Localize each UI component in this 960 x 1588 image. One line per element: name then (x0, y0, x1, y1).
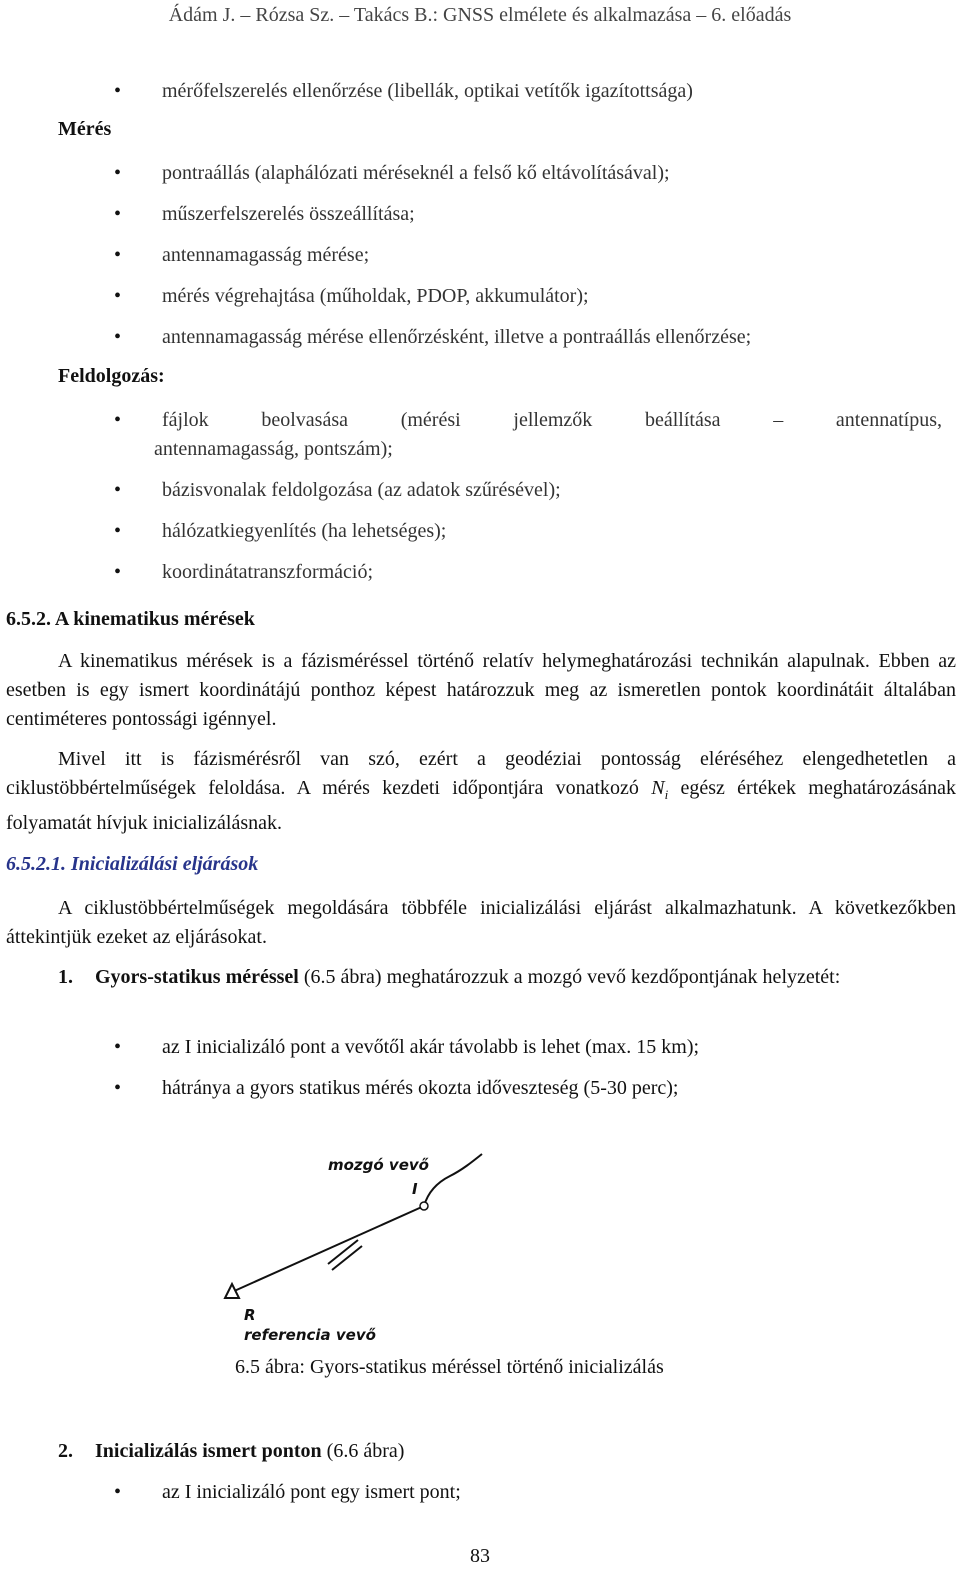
page-number: 83 (470, 1545, 490, 1567)
bullet-icon: • (114, 561, 122, 583)
rover-trajectory (424, 1154, 482, 1206)
subsection-heading: 6.5.2.1. Inicializálási eljárások (6, 853, 259, 875)
numbered-item-text: (6.6 ábra) (321, 1440, 405, 1462)
figure-initialization-diagram (210, 1148, 550, 1348)
symbol-subscript: i (664, 787, 669, 802)
list-item-text: pontraállás (alaphálózati méréseknél a felső kő eltávolításával); (162, 162, 670, 184)
bullet-icon: • (114, 326, 122, 348)
list-item-text: mérés végrehajtása (műholdak, PDOP, akkumulátor); (162, 285, 589, 307)
paragraph-text: A ciklustöbbértelműségek megoldására többféle inicializálási eljárást alkalmazhatunk. A következőkben áttekintjük ezeket az eljárásokat. (6, 897, 956, 948)
symbol-n: N (651, 777, 665, 799)
page-header: Ádám J. – Rózsa Sz. – Takács B.: GNSS elmélete és alkalmazása – 6. előadás (168, 4, 792, 26)
numbered-item-number: 2. (58, 1440, 73, 1462)
list-item-text: fájlok beolvasása (mérési jellemzők beállítása – antennatípus, (162, 409, 942, 431)
numbered-item-title: Inicializálás ismert ponton (95, 1440, 322, 1462)
label-r: R (244, 1306, 256, 1324)
numbered-item-number: 1. (58, 966, 73, 988)
paragraph-text: egész értékek meghatározásának folyamatát hívjuk inicializálásnak. (6, 777, 956, 834)
bullet-icon: • (114, 1036, 122, 1058)
baseline-line (232, 1206, 424, 1292)
bullet-icon: • (114, 1481, 122, 1503)
bullet-icon: • (114, 162, 122, 184)
measurement-label: Mérés (58, 118, 112, 140)
numbered-item (95, 1437, 404, 1466)
bullet-icon: • (114, 409, 122, 431)
point-i-icon (420, 1202, 428, 1210)
list-item-text: hátránya a gyors statikus mérés okozta időveszteség (5-30 perc); (162, 1077, 679, 1099)
bullet-icon: • (114, 1077, 122, 1099)
label-reference: referencia vevő (244, 1326, 376, 1344)
section-heading: 6.5.2. A kinematikus mérések (6, 608, 255, 630)
list-item-text: koordinátatranszformáció; (162, 561, 374, 583)
list-item-text: az I inicializáló pont egy ismert pont; (162, 1481, 461, 1503)
numbered-item (95, 963, 945, 992)
paragraph (6, 745, 956, 838)
reference-triangle-icon (225, 1284, 239, 1298)
list-item-text: antennamagasság mérése; (162, 244, 370, 266)
label-i: I (412, 1180, 418, 1198)
list-item-continuation: antennamagasság, pontszám); (154, 438, 393, 460)
list-item-text: mérőfelszerelés ellenőrzése (libellák, optikai vetítők igazítottsága) (162, 80, 693, 102)
list-item-text: az I inicializáló pont a vevőtől akár távolabb is lehet (max. 15 km); (162, 1036, 700, 1058)
paragraph (6, 647, 956, 734)
list-item-text: műszerfelszerelés összeállítása; (162, 203, 415, 225)
bullet-icon: • (114, 244, 122, 266)
bullet-icon: • (114, 285, 122, 307)
paragraph (6, 894, 956, 952)
label-rover: mozgó vevő (328, 1156, 429, 1174)
list-item-text: antennamagasság mérése ellenőrzésként, illetve a pontraállás ellenőrzése; (162, 326, 752, 348)
processing-label: Feldolgozás: (58, 365, 165, 387)
paragraph-text: Mivel itt is fázismérésről van szó, ezért a geodéziai pontosság eléréséhez elengedhetetlen a ciklustöbbértelműségek feloldása. A mérés kezdeti időpontjára vonatkozó (6, 748, 956, 799)
numbered-item-text: (6.5 ábra) meghatározzuk a mozgó vevő kezdőpontjának helyzetét: (298, 966, 841, 988)
bullet-icon: • (114, 80, 122, 102)
list-item-text: hálózatkiegyenlítés (ha lehetséges); (162, 520, 447, 542)
paragraph-text: A kinematikus mérések is a fázisméréssel történő relatív helymeghatározási technikán alapulnak. Ebben az esetben is egy ismert koordinátájú ponthoz képest határozzuk meg az ismeretlen pontok koordinátáit általában centiméteres pontossági igénnyel. (6, 650, 956, 730)
bullet-icon: • (114, 520, 122, 542)
bullet-icon: • (114, 479, 122, 501)
numbered-item-title: Gyors-statikus méréssel (95, 966, 299, 988)
figure-caption: 6.5 ábra: Gyors-statikus méréssel történő inicializálás (235, 1356, 664, 1378)
list-item-text: bázisvonalak feldolgozása (az adatok szűrésével); (162, 479, 561, 501)
bullet-icon: • (114, 203, 122, 225)
